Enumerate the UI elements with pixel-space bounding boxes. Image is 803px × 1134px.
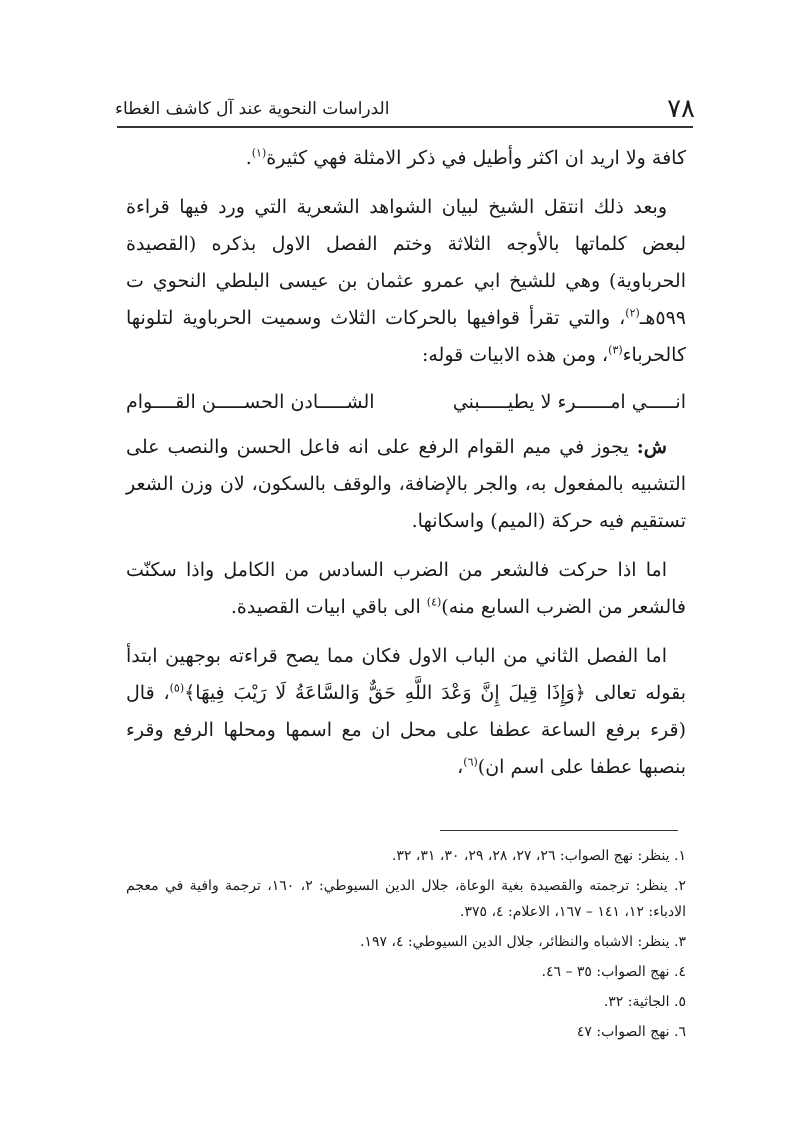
footnote-separator: [440, 830, 678, 831]
footnote-1: ١. ينظر: نهج الصواب: ٢٦، ٢٧، ٢٨، ٢٩، ٣٠، ٣١، ٣٢.: [391, 848, 686, 864]
paragraph-1: [126, 140, 686, 177]
header-rule: [117, 126, 693, 128]
footnote-5: ٥. الجاثية: ٣٢.: [603, 994, 686, 1010]
footnote-ref: (١): [251, 146, 267, 160]
paragraph-4: [126, 552, 686, 626]
paragraph-text: كافة ولا اريد ان اكثر وأطيل في ذكر الامثلة فهي كثيرة: [266, 147, 686, 169]
footnote-ref: (٥): [169, 681, 185, 695]
verse-second-hemistich: الشـــــادن الحســـــن القــــوام: [126, 391, 375, 413]
paragraph-5: [126, 638, 686, 786]
paragraph-text: يجوز في ميم القوام الرفع على انه فاعل الحسن والنصب على التشبيه بالمفعول به، والجر بالإضافة، والوقف بالسكون، لان وزن الشعر تستقيم فيه حركة (الميم) واسكانها.: [126, 436, 686, 532]
footnote-2: ٢. ينظر: ترجمته والقصيدة بغية الوعاة، جلال الدين السيوطي: ٢، ١٦٠، ترجمة وافية في معجم الادباء: ١٢، ١٤١ – ١٦٧، الاعلام: ٤، ٣٧٥.: [126, 878, 686, 920]
paragraph-text: ، قال (قرء برفع الساعة عطفا على محل ان مع اسمها ومحلها الرفع وقرء بنصبها عطفا على اسم ان): [126, 682, 686, 778]
poetry-verse: [126, 384, 686, 421]
paragraph-text: وبعد ذلك انتقل الشيخ لبيان الشواهد الشعرية التي ورد فيها قراءة لبعض كلماتها بالأوجه الثلاثة وختم الفصل الاول بذكره (القصيدة الحرباوية) وهي للشيخ ابي عمرو عثمان بن عيسى البلطي النحوي ت ٥٩٩هـ: [126, 196, 686, 329]
paragraph-text: .: [245, 147, 252, 169]
footnote-6: ٦. نهج الصواب: ٤٧: [576, 1024, 686, 1040]
paragraph-text: الى باقي ابيات القصيدة.: [230, 596, 427, 618]
footnote-ref: (٣): [608, 343, 623, 357]
page-number: ٧٨: [667, 94, 695, 124]
footnote-ref: (٤): [426, 595, 442, 609]
footnote-3: ٣. ينظر: الاشباه والنظائر، جلال الدين السيوطي: ٤، ١٩٧.: [359, 934, 686, 950]
footnotes: [126, 843, 686, 1049]
running-title: الدراسات النحوية عند آل كاشف الغطاء: [115, 99, 390, 119]
paragraph-text: ، والتي تقرأ قوافيها بالحركات الثلاث وسميت الحرباوية لتلونها كالحرباء: [126, 307, 686, 366]
footnote-ref: (٢): [625, 306, 640, 320]
paragraph-text: اما اذا حركت فالشعر من الضرب السادس من الكامل واذا سكنّت فالشعر من الضرب السابع منه): [126, 559, 686, 618]
paragraph-text: ، ومن هذه الابيات قوله:: [421, 344, 609, 366]
footnote-4: ٤. نهج الصواب: ٣٥ – ٤٦.: [541, 964, 686, 980]
footnote-ref: (٦): [463, 755, 478, 769]
body-text: [126, 140, 686, 786]
paragraph-3: [126, 429, 686, 540]
commentary-marker: ش:: [636, 436, 667, 458]
paragraph-text: اما الفصل الثاني من الباب الاول فكان مما يصح قراءته بوجهين ابتدأ بقوله تعالى: [126, 645, 686, 704]
page-header: [115, 92, 695, 126]
verse-first-hemistich: انـــــي امــــــرء لا يطيـــــبني: [452, 391, 686, 413]
quran-quote: ﴿وَإِذَا قِيلَ إِنَّ وَعْدَ اللَّهِ حَقٌّ وَالسَّاعَةُ لَا رَيْبَ فِيهَا﴾: [184, 682, 586, 704]
paragraph-2: [126, 189, 686, 374]
paragraph-text: ،: [457, 756, 464, 778]
